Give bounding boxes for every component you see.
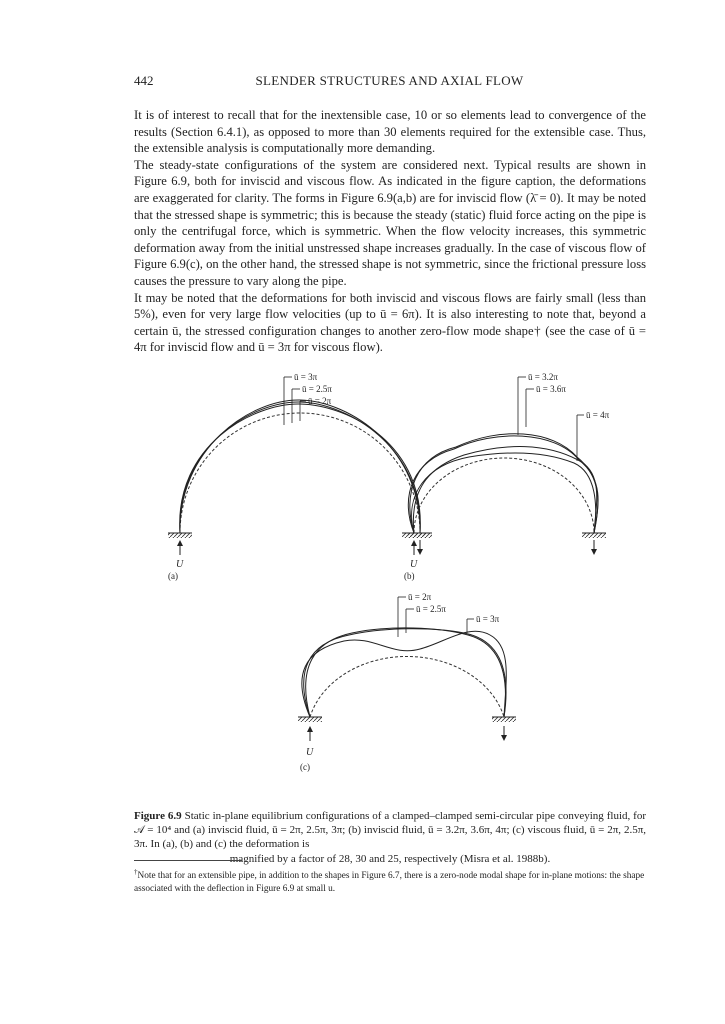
label-a-1: ū = 3π: [294, 372, 318, 382]
label-b-2: ū = 3.6π: [536, 384, 566, 394]
clamp-b-left: [402, 533, 426, 538]
footnote-text: Note that for an extensible pipe, in addition to the shapes in Figure 6.7, there is a zero-node modal shape for in-plane motions: the shape associated with the deflection in Figure 6.9 at small u.: [134, 871, 645, 894]
panel-b: [402, 372, 610, 581]
label-b-1: ū = 3.2π: [528, 372, 558, 382]
label-c-2: ū = 2.5π: [416, 604, 446, 614]
arch-a-unstressed: [180, 413, 420, 533]
panel-c: [298, 592, 516, 772]
footnote: [134, 866, 646, 895]
panel-label-a: (a): [168, 571, 178, 581]
arch-b-curve-2: [410, 434, 598, 533]
arch-c-curve-3: [306, 628, 506, 717]
panel-label-c: (c): [300, 762, 310, 772]
arch-c-unstressed: [310, 656, 504, 717]
figure-caption: [134, 809, 646, 866]
clamp-c-right: [492, 717, 516, 722]
paragraph-1: It is of interest to recall that for the inextensible case, 10 or so elements lead to convergence of the results (Section 6.4.1), as opposed to more than 30 elements required for the extensible case. Thus, the extensible analysis is computationally more demanding.: [134, 108, 646, 156]
body-text: [134, 107, 646, 356]
arch-c-curve-1: [302, 631, 506, 717]
clamp-a-left: [168, 533, 192, 538]
clamp-b-right: [582, 533, 606, 538]
footnote-mark: †: [134, 868, 138, 876]
footnote-rule: [134, 860, 242, 861]
running-head: SLENDER STRUCTURES AND AXIAL FLOW: [255, 73, 524, 88]
label-c-3: ū = 3π: [476, 614, 500, 624]
caption-label: Figure 6.9: [134, 810, 182, 822]
page-number: 442: [134, 73, 154, 88]
caption-text: Static in-plane equilibrium configurations of a clamped–clamped semi-circular pipe conveying fluid, for 𝒜 = 10⁴ and (a) inviscid fluid, ū = 2π, 2.5π, 3π; (b) inviscid fluid, ū = 3.2π, 3.6π, 4π; (c) viscous fluid, ū = 2π, 2.5π, 3π. In (a), (b) and (c) the deformation is: [134, 810, 647, 851]
arch-b-unstressed: [414, 458, 594, 533]
flow-label-b: U: [410, 559, 418, 570]
label-a-2: ū = 2.5π: [302, 384, 332, 394]
label-b-3: ū = 4π: [586, 410, 610, 420]
label-leaders-c: [398, 597, 474, 637]
arch-a-curve-1: [180, 404, 421, 533]
arch-c-curve-2: [304, 629, 506, 717]
panel-label-b: (b): [404, 571, 415, 581]
arch-b-curve-4: [413, 447, 596, 533]
paragraph-3: It may be noted that the deformations for both inviscid and viscous flows are fairly small (less than 5%), even for very large flow velocities (up to ū = 6π). It is also interesting to note that, beyond a certain ū, the stressed configuration changes to another zero-flow mode shape† (see the case of ū = 4π for inviscid flow and ū = 3π for viscous flow).: [134, 290, 646, 355]
label-a-3: ū = 2π: [308, 396, 332, 406]
flow-label-a: U: [176, 559, 184, 570]
arch-a-curve-2: [180, 402, 420, 533]
flow-label-c: U: [306, 747, 314, 758]
page-header: [134, 73, 645, 93]
caption-last-line: magnified by a factor of 28, 30 and 25, respectively (Misra et al. 1988b).: [229, 852, 551, 865]
panel-a: [168, 372, 432, 581]
paragraph-2: The steady-state configurations of the system are considered next. Typical results are shown in Figure 6.9, both for inviscid and viscous flow. As indicated in the figure caption, the deformations are exaggerated for clarity. The forms in Figure 6.9(a,b) are for inviscid flow (λ̄ = 0). It may be noted that the stressed shape is symmetric; this is because the steady (static) fluid force acting on the pipe is only the centrifugal force, which is symmetric. When the flow velocity increases, this symmetric deformation away from the initial unstressed shape increases gradually. In the case of viscous flow of Figure 6.9(c), on the other hand, the stressed shape is not symmetric, since the frictional pressure loss causes the pressure to vary along the pipe.: [134, 157, 647, 288]
arch-b-curve-3: [412, 453, 596, 533]
label-c-1: ū = 2π: [408, 592, 432, 602]
figure-6-9: [134, 365, 654, 785]
clamp-c-left: [298, 717, 322, 722]
